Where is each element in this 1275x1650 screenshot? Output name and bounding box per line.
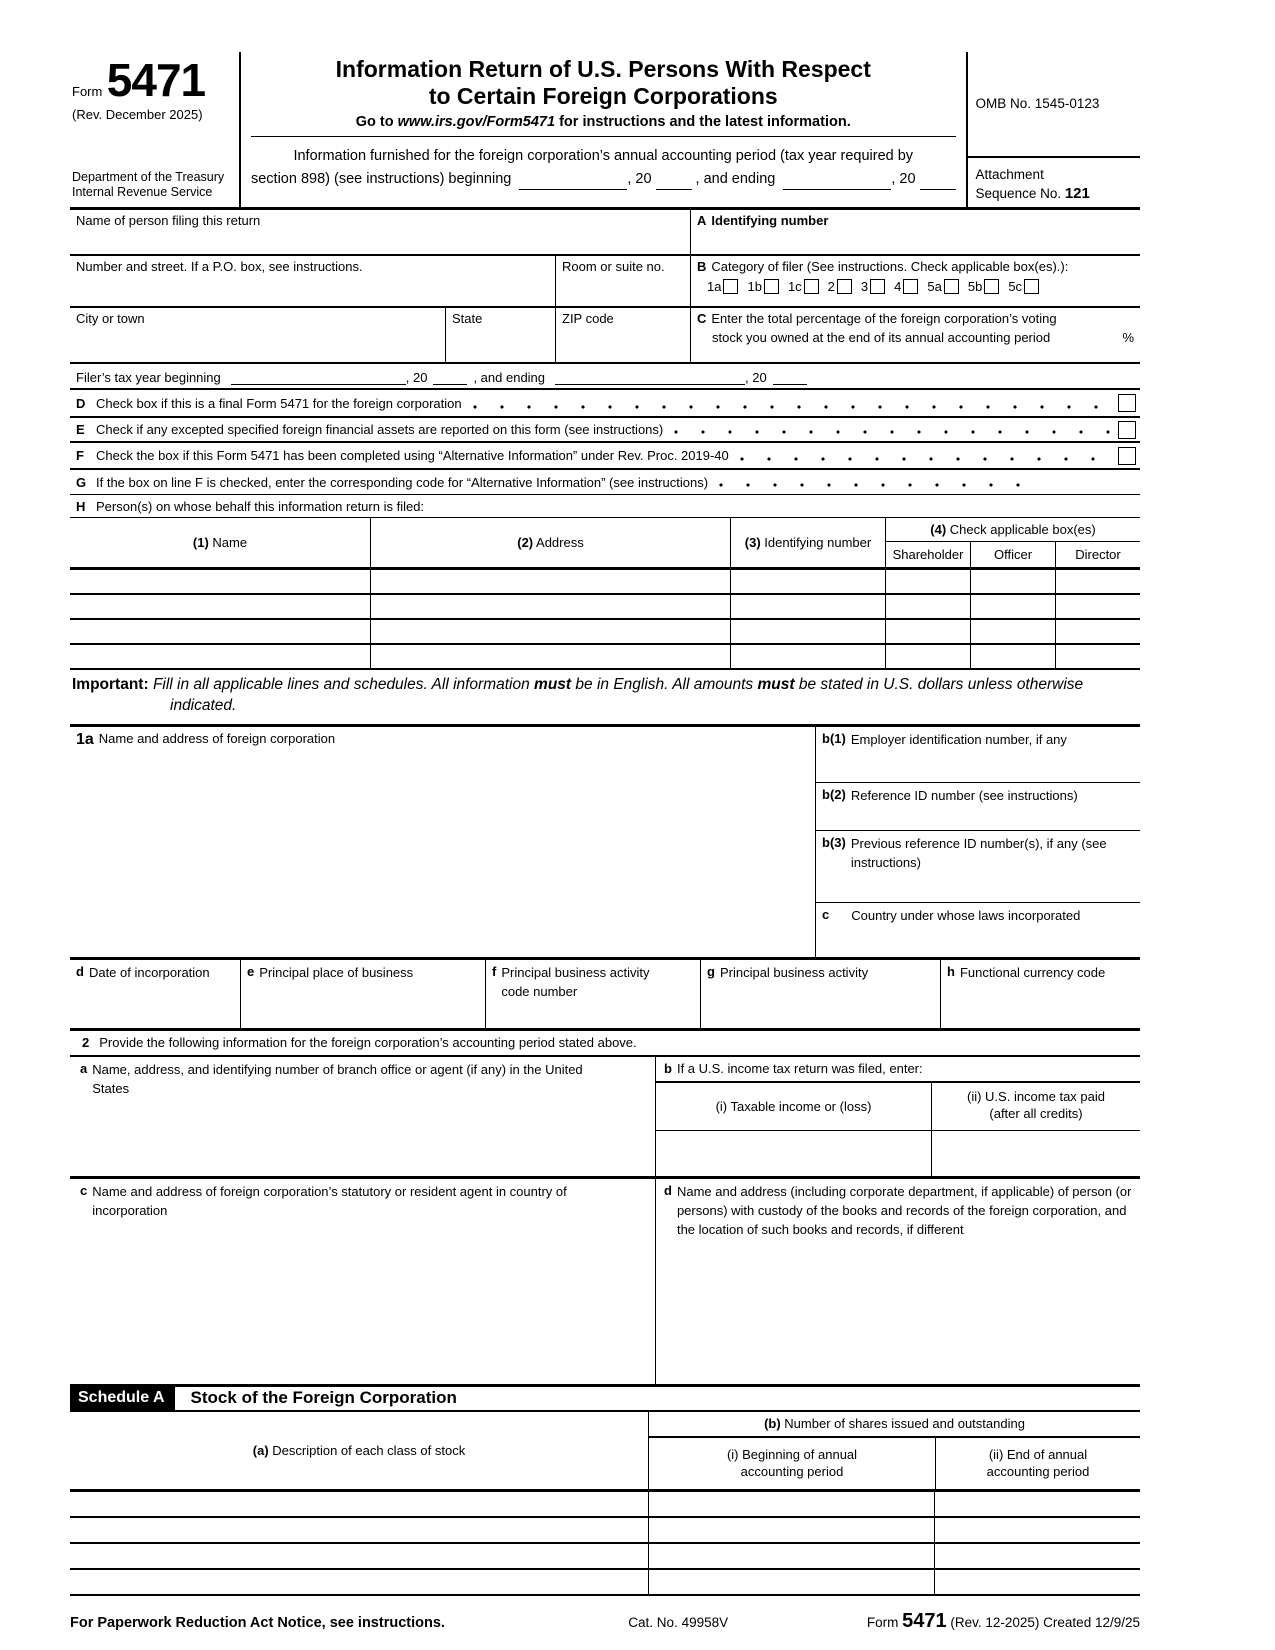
footer-revision: (Rev. 12-2025) Created 12/9/25	[946, 1614, 1140, 1630]
date-of-incorporation-label: Date of incorporation	[88, 964, 210, 980]
important-seg1: Fill in all applicable lines and schedules. All information	[148, 676, 535, 693]
h-col-officer-header: Officer	[970, 542, 1055, 567]
voting-stock-label1: Enter the total percentage of the foreign corporation’s voting	[711, 311, 1057, 326]
category-3-checkbox[interactable]	[870, 279, 885, 294]
h-col-director-header: Director	[1055, 542, 1140, 567]
shares-beginning-cell[interactable]	[648, 1544, 934, 1568]
category-3-label: 3	[860, 279, 869, 294]
street-field[interactable]	[70, 256, 555, 306]
h-table-row	[70, 595, 1140, 620]
line-e-small-prefix: e	[247, 963, 255, 979]
category-4-label: 4	[894, 279, 902, 294]
h-table-row	[70, 570, 1140, 595]
h-col-check-prefix: (4)	[930, 522, 947, 537]
h-table-row	[70, 645, 1140, 670]
category-1b-label: 1b	[747, 279, 762, 294]
comma-20-a: , 20	[627, 170, 652, 187]
h-col-address-label: Address	[533, 535, 584, 550]
goto-url: www.irs.gov/Form5471	[397, 114, 556, 131]
stock-class-prefix: (a)	[252, 1442, 269, 1458]
shares-beginning-line1: (i) Beginning of annual	[726, 1446, 858, 1462]
line-1a-prefix: 1a	[76, 730, 94, 748]
and-ending-label: , and ending	[695, 170, 776, 187]
line-b2-prefix: b(2)	[822, 786, 846, 802]
attachment-block	[968, 158, 1140, 207]
category-label-line	[697, 259, 1134, 274]
shares-end-cell[interactable]	[934, 1544, 1140, 1568]
shares-end-line1: (ii) End of annual	[988, 1446, 1088, 1462]
h-address-cell[interactable]	[370, 570, 730, 593]
country-incorporated-label: Country under whose laws incorporated	[851, 907, 1081, 923]
goto-line	[251, 114, 956, 137]
shares-beginning-cell[interactable]	[648, 1492, 934, 1516]
line-1a-label: Name and address of foreign corporation	[98, 730, 336, 746]
important-must2: must	[757, 676, 795, 693]
sequence-label: Sequence No.	[975, 185, 1065, 201]
form-header	[70, 52, 1140, 210]
line-b3-label: Previous reference ID number(s), if any (see instructions)	[850, 835, 1107, 870]
line-f-text: Check the box if this Form 5471 has been completed using “Alternative Information” under Rev. Proc. 2019-40	[96, 448, 729, 463]
schedule-a-badge: Schedule A	[70, 1386, 175, 1411]
h-col-check-header	[885, 518, 1140, 567]
voting-stock-label2: stock you owned at the end of its annual accounting period	[712, 330, 1051, 345]
line-f-dot-leader	[739, 456, 1110, 462]
tax-year-label: Filer’s tax year beginning	[76, 370, 221, 385]
branch-office-label: Name, address, and identifying number of branch office or agent (if any) in the United States	[92, 1061, 583, 1096]
shares-end-header	[935, 1438, 1140, 1489]
business-activity-label: Principal business activity	[719, 964, 869, 980]
line-d-row	[70, 390, 1140, 418]
h-col-name-header	[70, 518, 370, 567]
h-director-cell[interactable]	[1055, 570, 1140, 593]
line-a-prefix: A	[697, 213, 707, 228]
h-director-cell[interactable]	[1055, 645, 1140, 668]
line-2-label: Provide the following information for the foreign corporation’s accounting period stated above.	[99, 1035, 637, 1051]
category-item-5c	[1008, 279, 1039, 294]
h-col-name-label: Name	[208, 535, 248, 550]
books-records-custodian-label: Name and address (including corporate department, if applicable) of person (or persons) with custody of the books and records of the foreign corporation, and the location of such books and records, if different	[676, 1183, 1132, 1237]
line-h-row	[70, 495, 1140, 518]
h-col-check-label: Check applicable box(es)	[946, 522, 1096, 537]
us-tax-return-subheaders	[656, 1083, 1140, 1131]
h-name-cell[interactable]	[70, 620, 370, 643]
goto-suffix: for instructions and the latest information.	[555, 114, 851, 131]
foreign-corporation-name-field[interactable]	[70, 727, 815, 957]
line-e-prefix: E	[76, 422, 85, 437]
tax-year-begin-input[interactable]	[231, 370, 406, 385]
line-e-checkbox[interactable]	[1118, 421, 1136, 439]
h-col-check-subheaders	[886, 542, 1140, 567]
line-d-dot-leader	[472, 404, 1110, 410]
category-5a-checkbox[interactable]	[944, 279, 959, 294]
filer-tax-year-row	[70, 364, 1140, 390]
form-title-line2: to Certain Foreign Corporations	[428, 83, 778, 110]
filer-name-field[interactable]	[70, 210, 690, 254]
section-2ab-row	[70, 1057, 1140, 1179]
stock-class-cell[interactable]	[70, 1518, 648, 1542]
schedule-a-table-header	[70, 1412, 1140, 1492]
important-must1: must	[534, 676, 572, 693]
shares-outstanding-title	[649, 1412, 1140, 1438]
furnished-line2	[251, 168, 956, 190]
principal-place-of-business-field[interactable]	[240, 960, 485, 1028]
line-b-prefix: B	[697, 259, 707, 274]
paperwork-notice: For Paperwork Reduction Act Notice, see instructions.	[70, 1614, 445, 1631]
h-col-shareholder-header: Shareholder	[892, 547, 964, 562]
us-tax-return-label: If a U.S. income tax return was filed, enter:	[676, 1061, 923, 1077]
room-label: Room or suite no.	[562, 259, 665, 274]
line-g-row	[70, 470, 1140, 495]
line-c-prefix: C	[697, 311, 707, 326]
section-2cd-row	[70, 1179, 1140, 1384]
footer-form-number: 5471	[902, 1609, 947, 1632]
category-item-1a	[707, 279, 738, 294]
shares-beginning-cell[interactable]	[648, 1570, 934, 1594]
line-h-small-prefix: h	[947, 963, 955, 979]
h-name-cell[interactable]	[70, 645, 370, 668]
shares-beginning-cell[interactable]	[648, 1518, 934, 1542]
attachment-label: Attachment	[975, 166, 1044, 182]
category-5b-label: 5b	[967, 279, 983, 294]
form-number-block	[72, 54, 233, 106]
category-item-1b	[747, 279, 778, 294]
department-line1: Department of the Treasury	[72, 169, 225, 184]
h-id-cell[interactable]	[730, 570, 885, 593]
furnished-block	[251, 145, 956, 190]
tax-year-and-ending: , and ending	[473, 370, 546, 385]
taxable-income-cell[interactable]	[656, 1131, 931, 1176]
zip-field[interactable]	[555, 308, 690, 362]
line-f-checkbox[interactable]	[1118, 447, 1136, 465]
ein-field[interactable]	[816, 727, 1140, 783]
identifying-number-field[interactable]	[690, 210, 1140, 254]
percent-sign: %	[1122, 330, 1134, 345]
zip-label: ZIP code	[562, 311, 614, 326]
stock-class-cell[interactable]	[70, 1492, 648, 1516]
h-officer-cell[interactable]	[970, 620, 1055, 643]
form-revision: (Rev. December 2025)	[72, 107, 203, 123]
category-5a-label: 5a	[927, 279, 942, 294]
h-table-header	[70, 518, 1140, 570]
taxable-income-header: (i) Taxable income or (loss)	[715, 1098, 872, 1114]
form-title	[251, 56, 956, 110]
accounting-period-end-input[interactable]	[783, 175, 891, 190]
state-field[interactable]	[445, 308, 555, 362]
line-2c-prefix: c	[80, 1182, 88, 1198]
sequence-line	[976, 184, 1132, 204]
functional-currency-code-field[interactable]	[940, 960, 1140, 1028]
category-1c-checkbox[interactable]	[804, 279, 819, 294]
us-tax-paid-line2: (after all credits)	[989, 1106, 1083, 1122]
line-h-prefix: H	[76, 498, 86, 514]
shares-beginning-line2: accounting period	[740, 1464, 844, 1480]
tax-year-comma-20-a: , 20	[405, 370, 428, 385]
section-2-header	[70, 1031, 1140, 1057]
form-header-center	[239, 52, 968, 207]
category-5b-checkbox[interactable]	[984, 279, 999, 294]
sequence-number: 121	[1064, 184, 1090, 202]
form-header-left	[70, 52, 239, 207]
business-activity-code-field[interactable]	[485, 960, 700, 1028]
line-d-prefix: D	[76, 395, 86, 411]
branch-office-field[interactable]	[70, 1057, 655, 1176]
country-incorporated-field[interactable]	[816, 903, 1140, 957]
previous-reference-id-field[interactable]	[816, 831, 1140, 903]
footer-form-id	[867, 1610, 1140, 1633]
category-5c-label: 5c	[1008, 279, 1023, 294]
date-of-incorporation-field[interactable]	[70, 960, 240, 1028]
line-g-dot-leader	[718, 482, 1030, 488]
street-label: Number and street. If a P.O. box, see instructions.	[76, 259, 363, 274]
us-tax-return-label-line	[656, 1057, 1140, 1083]
city-label: City or town	[76, 311, 145, 326]
h-id-cell[interactable]	[730, 595, 885, 618]
comma-20-b: , 20	[891, 170, 916, 187]
books-records-custodian-field[interactable]	[655, 1179, 1140, 1384]
voting-stock-line1	[697, 311, 1134, 326]
line-d-text: Check box if this is a final Form 5471 for the foreign corporation	[96, 395, 462, 411]
shares-end-cell[interactable]	[934, 1492, 1140, 1516]
schedule-a-row	[70, 1544, 1140, 1570]
h-shareholder-cell[interactable]	[885, 620, 970, 643]
line-h-text: Person(s) on whose behalf this information return is filed:	[96, 498, 425, 514]
us-tax-return-values-row	[656, 1131, 1140, 1176]
h-name-cell[interactable]	[70, 595, 370, 618]
schedule-a-row	[70, 1570, 1140, 1596]
filer-name-row	[70, 210, 1140, 256]
statutory-agent-label: Name and address of foreign corporation’s statutory or resident agent in country of incorporation	[92, 1183, 567, 1218]
business-activity-code-label: Principal business activity code number	[501, 964, 650, 999]
h-shareholder-cell[interactable]	[885, 595, 970, 618]
line-g-small-prefix: g	[707, 963, 715, 979]
accounting-period-begin-year-input[interactable]	[656, 175, 692, 190]
stock-class-header	[70, 1412, 648, 1489]
line-b1-prefix: b(1)	[822, 730, 846, 746]
catalog-number: Cat. No. 49958V	[628, 1614, 729, 1630]
functional-currency-code-label: Functional currency code	[959, 964, 1106, 980]
form-number: 5471	[106, 54, 206, 106]
tax-year-comma-20-b: , 20	[745, 370, 767, 385]
h-address-cell[interactable]	[370, 595, 730, 618]
line-g-text: If the box on line F is checked, enter the corresponding code for “Alternative Information” (see instructions)	[96, 474, 709, 490]
category-item-1c	[788, 279, 819, 294]
shares-end-line2: accounting period	[986, 1464, 1090, 1480]
h-id-cell[interactable]	[730, 620, 885, 643]
h-shareholder-cell[interactable]	[885, 645, 970, 668]
h-officer-cell[interactable]	[970, 645, 1055, 668]
filer-name-label: Name of person filing this return	[76, 213, 261, 228]
room-field[interactable]	[555, 256, 690, 306]
category-item-5a	[927, 279, 958, 294]
voting-stock-line2	[712, 330, 1134, 345]
tax-year-end-year-input[interactable]	[773, 370, 807, 385]
category-5c-checkbox[interactable]	[1024, 279, 1039, 294]
tax-year-begin-year-input[interactable]	[433, 370, 467, 385]
line-2a-prefix: a	[80, 1060, 88, 1076]
tax-year-end-input[interactable]	[555, 370, 745, 385]
h-col-address-header	[370, 518, 730, 567]
h-shareholder-cell[interactable]	[885, 570, 970, 593]
line-g-prefix: G	[76, 474, 87, 490]
state-label: State	[452, 311, 483, 326]
h-officer-cell[interactable]	[970, 595, 1055, 618]
category-2-checkbox[interactable]	[837, 279, 852, 294]
h-col-id-header	[730, 518, 885, 567]
h-id-cell[interactable]	[730, 645, 885, 668]
h-director-cell[interactable]	[1055, 595, 1140, 618]
section-1	[70, 727, 1140, 957]
important-seg2: be in English. All amounts	[571, 676, 758, 693]
line-e-dot-leader	[673, 429, 1110, 435]
line-d-checkbox[interactable]	[1118, 394, 1136, 412]
category-item-2	[828, 279, 852, 294]
business-activity-field[interactable]	[700, 960, 940, 1028]
line-f-prefix: F	[76, 448, 84, 463]
accounting-period-end-year-input[interactable]	[920, 175, 956, 190]
line-2b-prefix: b	[664, 1061, 672, 1077]
h-col-check-title	[886, 518, 1140, 542]
schedule-a-bar	[70, 1384, 1140, 1412]
h-officer-cell[interactable]	[970, 570, 1055, 593]
line-2d-prefix: d	[664, 1182, 672, 1198]
line-b2-label: Reference ID number (see instructions)	[850, 787, 1078, 803]
category-1b-checkbox[interactable]	[764, 279, 779, 294]
us-tax-paid-cell[interactable]	[931, 1131, 1140, 1176]
category-item-4	[894, 279, 918, 294]
h-col-address-prefix: (2)	[517, 535, 534, 550]
principal-place-of-business-label: Principal place of business	[259, 964, 414, 980]
us-tax-return-cell	[655, 1057, 1140, 1176]
category-2-label: 2	[827, 279, 835, 294]
department-line2: Internal Revenue Service	[72, 185, 213, 200]
h-col-id-prefix: (3)	[744, 535, 761, 550]
department-block	[72, 170, 233, 203]
city-row	[70, 308, 1140, 364]
shares-end-cell[interactable]	[934, 1518, 1140, 1542]
section-1-defgh-row	[70, 957, 1140, 1031]
line-e-text: Check if any excepted specified foreign financial assets are reported on this form (see instructions)	[96, 422, 664, 437]
furnished-line1: Information furnished for the foreign corporation’s annual accounting period (tax year required by	[293, 148, 914, 165]
category-1c-label: 1c	[787, 279, 802, 294]
shares-beginning-header	[649, 1438, 935, 1489]
us-tax-paid-line1: (ii) U.S. income tax paid	[967, 1089, 1105, 1105]
h-col-id-label: Identifying number	[760, 535, 872, 550]
h-address-cell[interactable]	[370, 645, 730, 668]
category-4-checkbox[interactable]	[903, 279, 918, 294]
form-header-right	[968, 52, 1140, 207]
stock-class-label: Description of each class of stock	[268, 1442, 466, 1458]
goto-prefix: Go to	[355, 114, 398, 131]
form-word: Form	[72, 84, 103, 99]
us-tax-paid-header	[931, 1083, 1140, 1130]
section-1-right-column	[815, 727, 1140, 957]
h-director-cell[interactable]	[1055, 620, 1140, 643]
line-c-small-prefix: c	[822, 906, 830, 922]
category-1a-checkbox[interactable]	[723, 279, 738, 294]
important-note	[70, 670, 1140, 727]
street-row	[70, 256, 1140, 308]
shares-end-cell[interactable]	[934, 1570, 1140, 1594]
h-name-cell[interactable]	[70, 570, 370, 593]
category-item-5b	[968, 279, 999, 294]
h-col-name-prefix: (1)	[192, 535, 209, 550]
category-1a-label: 1a	[707, 279, 722, 294]
line-b1-label: Employer identification number, if any	[850, 731, 1067, 747]
form-title-line1: Information Return of U.S. Persons With Respect	[335, 56, 871, 82]
accounting-period-begin-input[interactable]	[519, 175, 627, 190]
shares-outstanding-prefix: (b)	[764, 1416, 781, 1432]
identifying-number-label: Identifying number	[711, 213, 829, 228]
omb-number: OMB No. 1545-0123	[968, 52, 1140, 158]
category-label: Category of filer (See instructions. Check applicable box(es).):	[711, 259, 1069, 274]
voting-stock-cell	[690, 308, 1140, 362]
line-2-prefix: 2	[82, 1035, 90, 1051]
form-content	[70, 52, 1140, 1633]
line-f-row	[70, 443, 1140, 470]
line-e-row	[70, 418, 1140, 443]
shares-outstanding-label: Number of shares issued and outstanding	[780, 1416, 1025, 1432]
shares-outstanding-header	[648, 1412, 1140, 1489]
category-item-3	[861, 279, 885, 294]
alternative-information-code-input[interactable]	[1038, 473, 1138, 491]
line-b3-prefix: b(3)	[822, 834, 846, 850]
footer-form-word: Form	[866, 1614, 903, 1630]
h-table-row	[70, 620, 1140, 645]
reference-id-field[interactable]	[816, 783, 1140, 831]
schedule-a-row	[70, 1492, 1140, 1518]
schedule-a-title: Stock of the Foreign Corporation	[190, 1388, 457, 1408]
schedule-a-row	[70, 1518, 1140, 1544]
line-f-small-prefix: f	[492, 963, 497, 979]
important-label: Important:	[72, 676, 149, 693]
category-of-filer-cell	[690, 256, 1140, 306]
category-checkbox-row	[707, 279, 1134, 294]
line-d-small-prefix: d	[76, 963, 84, 979]
stock-class-cell[interactable]	[70, 1544, 648, 1568]
page-footer	[70, 1610, 1140, 1633]
important-seg3: be stated in U.S. dollars unless otherwise indicated.	[170, 676, 1084, 714]
statutory-agent-field[interactable]	[70, 1179, 655, 1384]
h-address-cell[interactable]	[370, 620, 730, 643]
city-field[interactable]	[70, 308, 445, 362]
shares-outstanding-subheaders	[649, 1438, 1140, 1489]
furnished-line2-label: section 898) (see instructions) beginning	[250, 170, 512, 187]
stock-class-cell[interactable]	[70, 1570, 648, 1594]
